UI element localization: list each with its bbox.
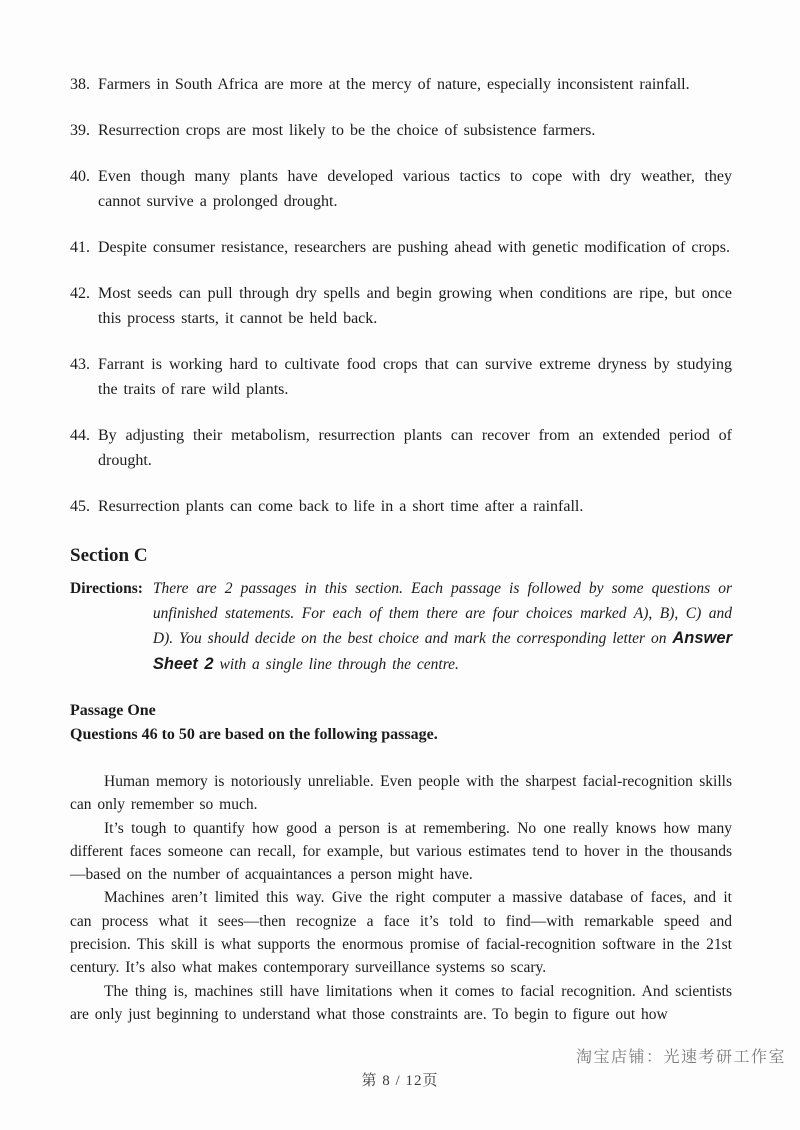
question-item-42 xyxy=(70,281,732,331)
question-item-45 xyxy=(70,494,732,519)
passage-header xyxy=(70,699,732,747)
question-item-40 xyxy=(70,164,732,214)
directions-label: Directions: xyxy=(70,580,143,597)
question-number: 45. xyxy=(70,498,90,515)
question-number: 43. xyxy=(70,356,90,373)
question-number: 40. xyxy=(70,168,90,185)
passage-one-label: Passage One xyxy=(70,702,156,719)
passage-questions-range: Questions 46 to 50 are based on the following passage. xyxy=(70,726,438,743)
question-text: Resurrection crops are most likely to be the choice of subsistence farmers. xyxy=(98,122,596,139)
directions-block xyxy=(70,577,732,677)
section-c-heading: Section C xyxy=(70,545,148,566)
question-number: 44. xyxy=(70,427,90,444)
passage-paragraph-3: Machines aren’t limited this way. Give the right computer a massive database of faces, and it can process what it sees—then recognize a face it’s told to find—with remarkable speed and precision. This skill is what supports the enormous promise of facial-recognition software in the 21st century. It’s also what makes contemporary surveillance systems so scary. xyxy=(70,889,732,977)
passage-paragraph-2: It’s tough to quantify how good a person is at remembering. No one really knows how many different faces someone can recall, for example, but various estimates tend to hover in the thousands—based on the number of acquaintances a person might have. xyxy=(70,819,732,884)
question-text: By adjusting their metabolism, resurrection plants can recover from an extended period of drought. xyxy=(98,427,732,469)
statements-list xyxy=(70,72,732,519)
question-item-38 xyxy=(70,72,732,97)
page-number: 第 8 / 12页 xyxy=(361,1073,439,1089)
question-text: Despite consumer resistance, researchers are pushing ahead with genetic modification of crops. xyxy=(98,239,730,256)
directions-part1: There are 2 passages in this section. Each passage is followed by some questions or unfinished statements. For each of them there are four choices marked A), B), C) and D). You should decide on the best choice and mark the corresponding letter on xyxy=(152,580,732,647)
question-number: 42. xyxy=(70,285,90,302)
question-text: Even though many plants have developed various tactics to cope with dry weather, they cannot survive a prolonged drought. xyxy=(98,168,732,210)
question-item-43 xyxy=(70,352,732,402)
question-item-44 xyxy=(70,423,732,473)
question-item-41 xyxy=(70,235,732,260)
question-text: Most seeds can pull through dry spells and begin growing when conditions are ripe, but once this process starts, it cannot be held back. xyxy=(98,285,732,327)
question-text: Farmers in South Africa are more at the mercy of nature, especially inconsistent rainfall. xyxy=(98,76,690,93)
question-number: 38. xyxy=(70,76,90,93)
passage-paragraph-1: Human memory is notoriously unreliable. Even people with the sharpest facial-recognition skills can only remember so much. xyxy=(70,773,732,814)
answer-sheet-reference: Answer Sheet 2 xyxy=(152,629,732,673)
question-number: 39. xyxy=(70,122,90,139)
watermark-shop-name: 淘宝店铺：光速考研工作室 xyxy=(575,1049,786,1066)
directions-text xyxy=(153,577,732,677)
directions-part2: with a single line through the centre. xyxy=(219,655,459,673)
passage-body xyxy=(70,770,732,1026)
question-text: Farrant is working hard to cultivate food crops that can survive extreme dryness by studying the traits of rare wild plants. xyxy=(98,356,732,398)
question-text: Resurrection plants can come back to life in a short time after a rainfall. xyxy=(98,498,584,515)
question-number: 41. xyxy=(70,239,90,256)
passage-paragraph-4: The thing is, machines still have limitations when it comes to facial recognition. And scientists are only just beginning to understand what those constraints are. To begin to figure out how xyxy=(70,982,732,1023)
page-content xyxy=(70,72,732,1026)
question-item-39 xyxy=(70,118,732,143)
